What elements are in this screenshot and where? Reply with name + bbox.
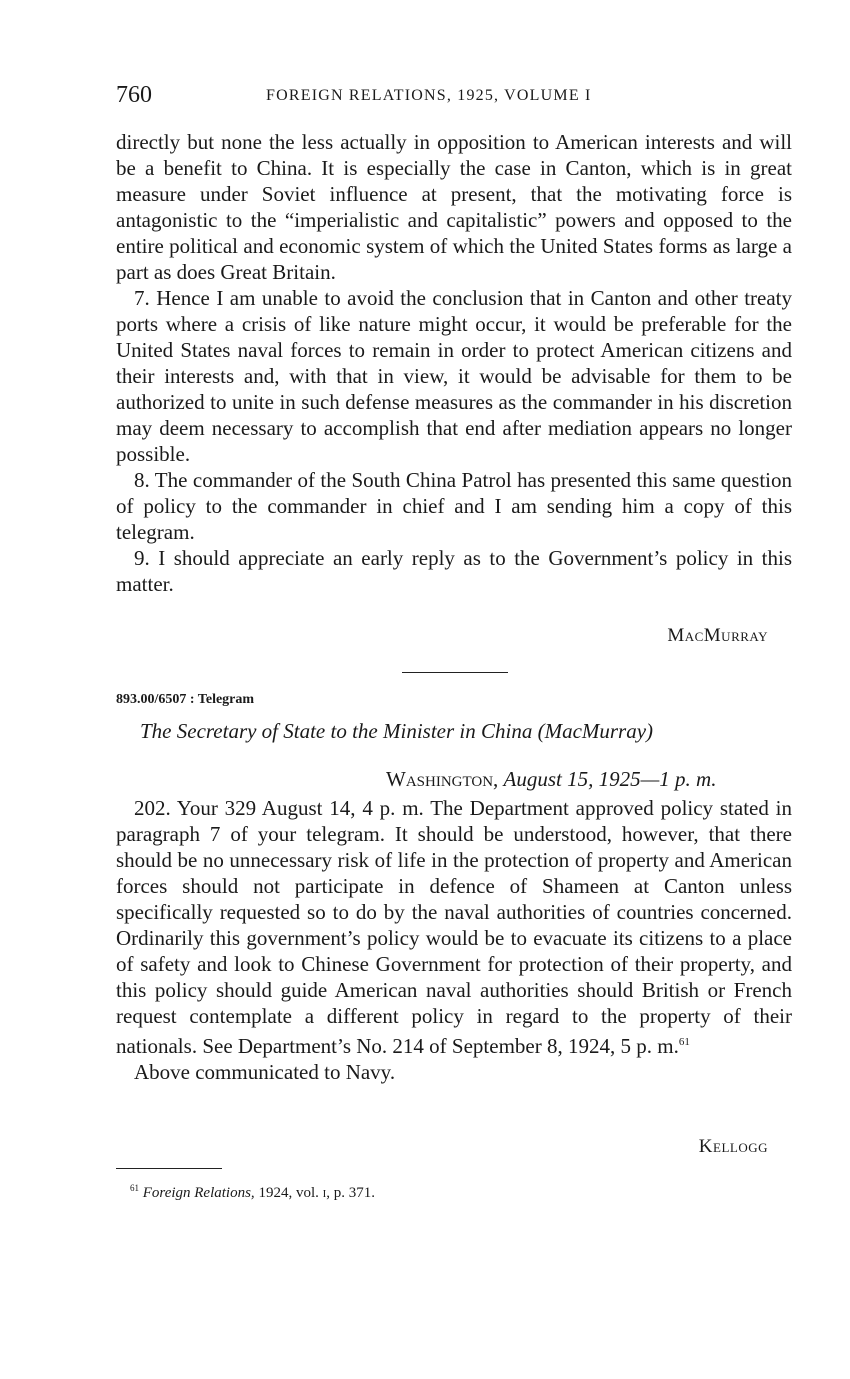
footnote-marker: 61: [130, 1183, 139, 1193]
document-title: The Secretary of State to the Minister in China (MacMurray): [140, 719, 654, 743]
previous-telegram-text: [116, 129, 792, 597]
footnote-page: p. 371.: [333, 1185, 376, 1201]
footnote-title: Foreign Relations,: [142, 1185, 255, 1201]
running-head: FOREIGN RELATIONS, 1925, VOLUME I: [266, 87, 592, 104]
footnote: [130, 1183, 375, 1202]
signature-macmurray: MacMurray: [667, 625, 768, 646]
footnote-reference: 61: [678, 1036, 690, 1048]
page-header: [116, 82, 792, 112]
continuation-paragraph: directly but none the less actually in opposition to American interests and will be a benefit to China. It is especially the case in Canton, which is in great measure under Soviet influence at present, that the motivating force is antagonistic to the “imperialistic and capitalistic” powers and opposed to the entire political and economic system of which the United States forms as large a part as does Great Britain.: [116, 130, 792, 284]
body-paragraph: [116, 795, 792, 1059]
file-number: 893.00/6507 : Telegram: [116, 692, 255, 707]
footnote-divider: [116, 1168, 222, 1169]
paragraph-7: 7. Hence I am unable to avoid the conclusion that in Canton and other treaty ports where a crisis of like nature might occur, it would be preferable for the United States naval forces to remain in order to protect American citizens and their interests and, with that in view, it would be advisable for them to be authorized to unite in such defense measures as the commander in his discretion may deem necessary to accomplish that end after mediation appears no longer possible.: [116, 286, 792, 466]
signature-kellogg: Kellogg: [698, 1136, 768, 1157]
dateline-date: August 15, 1925—1 p. m.: [503, 767, 717, 791]
dateline: [386, 767, 716, 792]
section-divider: [402, 672, 508, 673]
closing-line: Above communicated to Navy.: [134, 1060, 396, 1084]
footnote-year: 1924,: [258, 1185, 293, 1201]
footnote-vol-label: vol.: [295, 1185, 319, 1201]
footnote-vol-numeral: i,: [322, 1185, 331, 1201]
paragraph-9: 9. I should appreciate an early reply as to the Government’s policy in this matter.: [116, 546, 792, 596]
page-number: 760: [116, 82, 152, 108]
dateline-place: Washington,: [386, 767, 499, 791]
body-text: 202. Your 329 August 14, 4 p. m. The Department approved policy stated in paragraph 7 of your telegram. It should be understood, however, that there should be no unnecessary risk of life in the protection of property and American forces should not participate in defence of Shameen at Canton unless specifically requested so to do by the naval authorities of countries concerned. Ordinarily this government’s policy would be to evacuate its citizens to a place of safety and look to Chinese Government for protection of their property, and this policy should guide American naval authorities should British or French request contemplate a different policy in regard to the property of their nationals. See Department’s No. 214 of September 8, 1924, 5 p. m.: [116, 796, 792, 1058]
paragraph-8: 8. The commander of the South China Patrol has presented this same question of policy to the commander in chief and I am sending him a copy of this telegram.: [116, 468, 792, 544]
telegram-body: [116, 795, 792, 1085]
